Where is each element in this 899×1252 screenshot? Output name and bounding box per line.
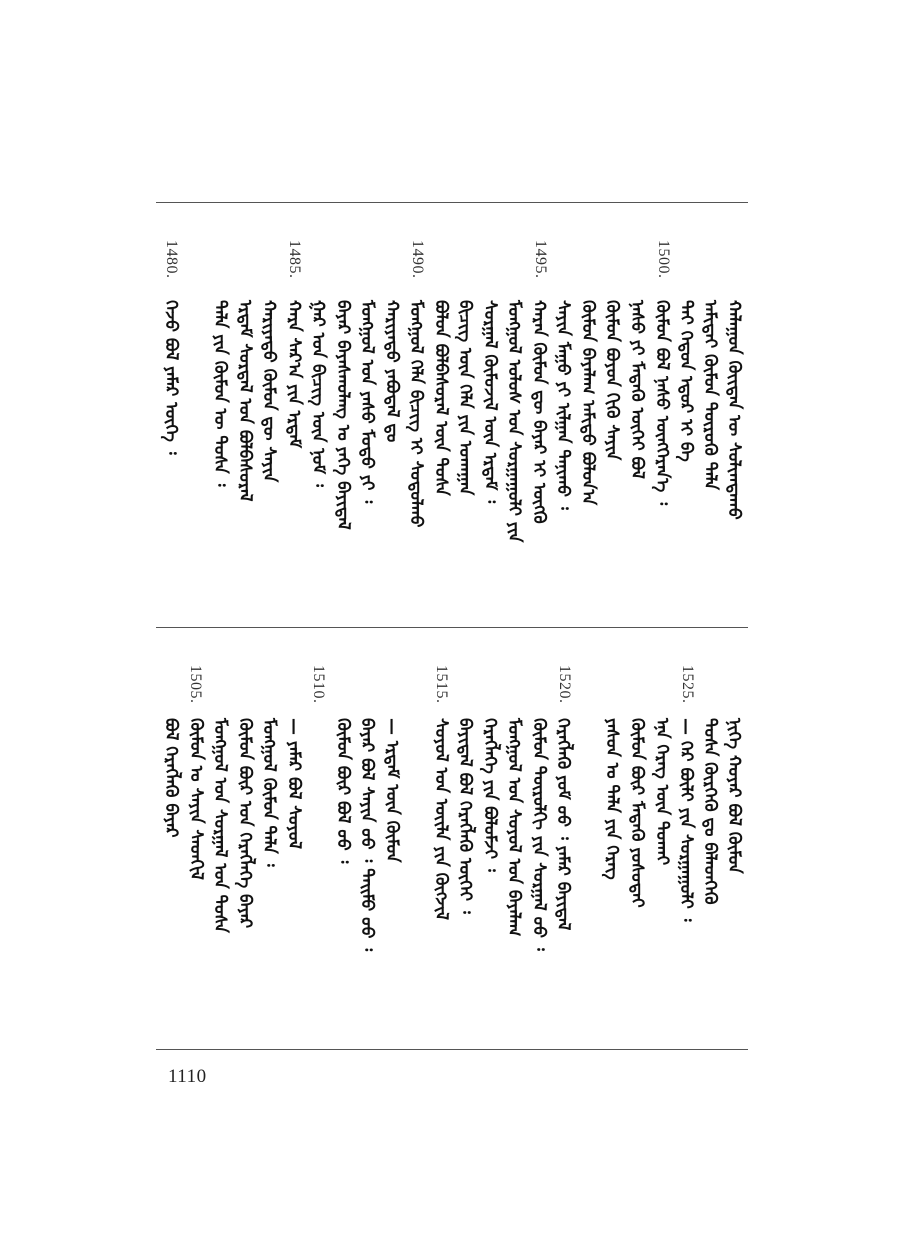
verse-line: ᠬᠦᠮᠦᠨ ᠪᠦᠷ ᠤᠨ ᠬᠡᠷᠡᠭᠯᠡᠭᠡ ᠪᠠᠶᠠᠷ xyxy=(235,718,255,929)
top-rule xyxy=(156,202,748,203)
verse-line: — ᠶᠠᠮᠠᠷ ᠪᠣᠯ ᠰᠣᠶᠣᠯ xyxy=(284,718,304,849)
verse-line: ᠮᠣᠩᠭᠣᠯ ᠤᠨ ᠰᠤᠷᠭᠠᠯ ᠤᠨ ᠲᠤᠰᠠ xyxy=(210,718,230,933)
verse-line: ᠬᠦᠮᠦᠨ ᠪᠦᠷ ᠪᠣᠯ ᠤᠤ ᠄ xyxy=(333,718,353,864)
verse-line: ᠬᠠᠷᠢᠶᠠᠲᠤ ᠶᠠᠪᠤᠳᠠᠯ ᠳᠤ xyxy=(382,300,402,443)
verse-line: ᠪᠣᠯᠤᠨ ᠪᠣᠯᠪᠠᠰᠤᠷᠠᠯ ᠦᠨ ᠲᠤᠰᠠ xyxy=(431,300,451,496)
verse-line: ᠪᠣᠯ ᠬᠡᠷᠡᠭᠯᠡᠬᠦ ᠪᠠᠶᠠᠷ xyxy=(161,718,181,838)
verse-line: ᠬᠠᠷᠠ ᠰᠠᠷ᠎ᠠ ᠶᠢᠨ ᠡᠷᠳᠡᠮ xyxy=(284,300,304,449)
line-number-1520: 1520. xyxy=(556,665,573,704)
line-number-1495: 1495. xyxy=(532,240,549,279)
verse-line: ᠬᠠᠷᠠᠨ ᠬᠦᠮᠦᠨ ᠳᠦ ᠪᠠᠶᠠᠷ ᠢ ᠦᠭᠬᠦ xyxy=(529,300,549,524)
verse-line: ᠮᠣᠩᠭᠣᠯ ᠬᠡᠯᠡ ᠪᠢᠴᠢᠭ ᠢ ᠰᠤᠳᠤᠯᠬᠤ xyxy=(406,300,426,528)
verse-line: ᠲᠤᠰᠠ ᠬᠦᠷᠭᠡᠬᠦ ᠳᠤ ᠪᠡᠯᠡᠳᠬᠡᠬᠦ xyxy=(700,718,720,905)
verse-line: ᠬᠦᠮᠦᠨ ᠪᠠᠶᠠᠯᠠᠭ ᠠᠮᠢᠳᠤ ᠪᠣᠯᠤᠨ᠎ᠠ xyxy=(578,300,598,506)
line-number-1505: 1505. xyxy=(187,665,204,704)
verse-line: ᠬᠦᠮᠦᠨ ᠪᠦᠷ ᠮᠡᠳᠡᠬᠦ ᠶᠣᠰᠣᠲᠠᠢ xyxy=(627,718,647,908)
verse-line: ᠬᠦᠮᠦᠨ ᠤ ᠰᠠᠶᠢᠨ ᠰᠡᠳᠬᠢᠯ xyxy=(186,718,206,880)
verse-line: ᠲᠠᠯᠠ ᠶᠢᠨ ᠬᠦᠮᠦᠨ ᠦ ᠲᠤᠰᠠ ᠄ xyxy=(210,300,230,487)
verse-line: ᠲᠠᠢ ᠬᠡᠳᠦᠨ ᠡᠳᠦᠷ ᠢ ᠪᠠ xyxy=(676,300,696,462)
verse-line: ᠮᠣᠩᠭᠣᠯ ᠤᠨ ᠶᠠᠰᠤ ᠮᠣᠳᠤ ᠶᠢ ᠄ xyxy=(357,300,377,504)
verse-line: ᠮᠣᠩᠭᠣᠯ ᠬᠦᠮᠦᠨ ᠲᠠᠯᠠ ᠄ xyxy=(259,718,279,867)
verse-line: ᠰᠤᠷᠭᠠᠯ ᠬᠦᠮᠦᠵᠢᠯ ᠦᠨ ᠡᠷᠳᠡᠮ ᠄ xyxy=(480,300,500,504)
verse-line: ᠬᠠᠷᠢᠶᠠᠲᠤ ᠬᠦᠮᠦᠨ ᠳᠦ ᠰᠠᠶᠢᠨ xyxy=(259,300,279,483)
verse-line: ᠬᠡᠷᠡᠭᠯᠡᠬᠦ ᠶᠤᠮ ᠤᠤ ᠄ ᠶᠠᠮᠠᠷ ᠪᠠᠶᠢᠳᠠᠯ xyxy=(553,718,573,931)
verse-line: ᠶᠠᠰᠤᠨ ᠤ ᠲᠠᠯᠠ ᠶᠢᠨ ᠬᠡᠷᠡᠭ xyxy=(602,718,622,880)
verse-line: ᠡᠨᠡ ᠬᠡᠷᠡᠭ ᠦᠨ ᠲᠤᠬᠠᠢ xyxy=(652,718,672,866)
verse-line: ᠨᠢᠭᠡ ᠬᠣᠶᠠᠷ ᠪᠣᠯ ᠬᠦᠮᠦᠨ xyxy=(724,718,744,874)
verse-line: ᠬᠦᠮᠦᠨ ᠪᠤᠶᠤᠨ ᠬᠢᠬᠦ ᠰᠠᠶᠢᠨ xyxy=(602,300,622,461)
page-number: 1110 xyxy=(168,1066,207,1087)
verse-line: ᠰᠣᠶᠣᠯ ᠤᠨ ᠦᠢᠯᠡ ᠶᠢᠨ ᠬᠥᠭᠵᠢᠯ xyxy=(431,718,451,920)
verse-line: ᠠᠮᠢᠲᠠᠢ ᠬᠦᠮᠦᠨ ᠲᠥᠷᠥᠬᠦ ᠲᠠᠯᠠ xyxy=(700,300,720,490)
verse-line: — ᠭᠡᠷ ᠪᠦᠯᠢ ᠶᠢᠨ ᠰᠤᠷᠭᠠᠭᠤᠯᠢ ᠄ xyxy=(676,718,696,922)
line-number-1510: 1510. xyxy=(310,665,327,704)
verse-line: ᠬᠠᠯᠠᠭᠤᠨ ᠬᠦᠢᠲᠡᠨ ᠦ ᠰᠣᠯᠢᠭᠳᠠᠬᠤ xyxy=(724,300,744,520)
verse-line: ᠬᠦᠮᠦᠨ ᠪᠣᠯ ᠨᠠᠰᠤ ᠥᠩᠭᠡᠷᠡᠨ᠎ᠡ ᠄ xyxy=(652,300,672,506)
verse-line: ᠪᠠᠶᠢᠳᠠᠯ ᠪᠣᠯ ᠬᠡᠷᠡᠭᠯᠡᠬᠦ ᠦᠭᠡᠢ ᠄ xyxy=(455,718,475,914)
line-number-1485: 1485. xyxy=(286,240,303,279)
verse-line: ᠮᠣᠩᠭᠣᠯ ᠤᠨ ᠰᠣᠶᠣᠯ ᠤᠨ ᠪᠠᠶᠠᠯᠠᠭ xyxy=(504,718,524,937)
verse-line: ᠭᠠᠷ ᠤᠨ ᠪᠢᠴᠢᠭ ᠦᠨ ᠨᠣᠮ ᠄ xyxy=(308,300,328,487)
verse-line: ᠬᠡᠷᠡᠭᠯᠡᠭᠡ ᠶᠢᠨ ᠪᠣᠯᠤᠮᠵᠢ ᠄ xyxy=(480,718,500,872)
line-number-1500: 1500. xyxy=(655,240,672,279)
verse-line: ᠪᠠᠶᠠᠷ ᠪᠠᠶᠠᠰᠬᠤᠯᠠᠩ ᠤ ᠶᠡᠬᠡ ᠪᠠᠶᠢᠳᠠᠯ xyxy=(333,300,353,530)
line-number-1490: 1490. xyxy=(409,240,426,279)
line-number-1480: 1480. xyxy=(163,240,180,279)
verse-line: ᠡᠷᠳᠡᠮ ᠰᠤᠷᠲᠠᠯ ᠤᠨ ᠪᠣᠯᠪᠠᠰᠤᠷᠠᠯ xyxy=(235,300,255,502)
verse-line: ᠮᠣᠩᠭᠣᠯ ᠤᠯᠤᠰ ᠤᠨ ᠰᠤᠷᠭᠠᠭᠤᠯᠢ ᠶᠢᠨ xyxy=(504,300,524,543)
verse-line: ᠭᠡᠵᠦ ᠪᠣᠯ ᠶᠠᠮᠠᠷ ᠦᠭᠡ ᠄ xyxy=(161,300,181,455)
line-number-1515: 1515. xyxy=(433,665,450,704)
verse-line: ᠪᠢᠴᠢᠭ ᠦᠨ ᠬᠡᠯᠡ ᠶᠢᠨ ᠤᠬᠠᠭᠠᠨ xyxy=(455,300,475,496)
bottom-rule xyxy=(156,1049,748,1050)
middle-rule xyxy=(156,627,748,628)
verse-line: ᠨᠠᠰᠤ ᠶᠢ ᠮᠡᠳᠡᠬᠦ ᠦᠭᠡᠢ ᠪᠣᠯ xyxy=(627,300,647,479)
verse-line: ᠰᠠᠶᠢᠨ ᠮᠠᠭᠤ ᠶᠢ ᠢᠯᠭᠠᠨ ᠲᠠᠨᠢᠬᠤ ᠄ xyxy=(553,300,573,510)
verse-line: — ᠡᠷᠳᠡᠮ ᠦᠨ ᠬᠦᠮᠦᠨ xyxy=(382,718,402,863)
verse-line: ᠬᠦᠮᠦᠨ ᠲᠥᠷᠥᠯᠬᠢ ᠶᠢᠨ ᠰᠤᠷᠭᠠᠯ ᠤᠤ ᠄ xyxy=(529,718,549,951)
verse-line: ᠪᠠᠶᠠᠷ ᠪᠣᠯ ᠰᠠᠶᠢᠨ ᠤᠤ ᠄ ᠲᠡᠢᠮᠦ ᠤᠤ ᠄ xyxy=(357,718,377,952)
line-number-1525: 1525. xyxy=(679,665,696,704)
